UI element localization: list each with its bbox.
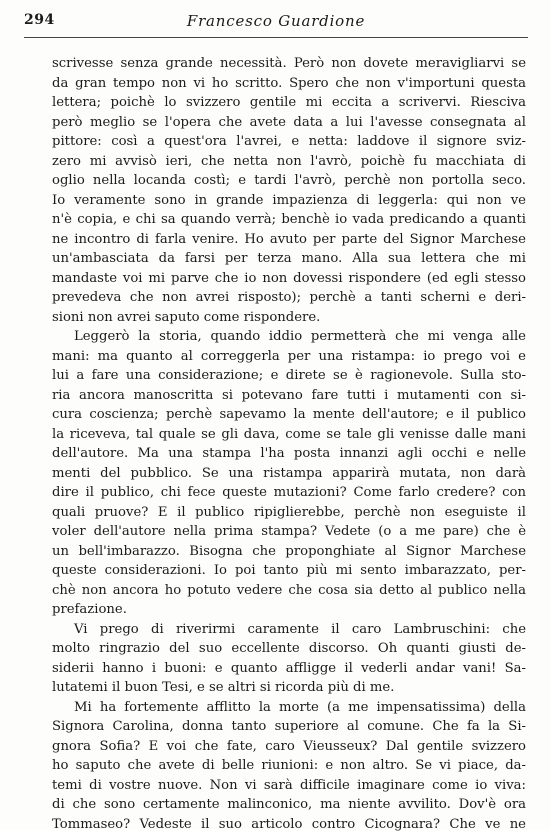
text-line: Mi ha fortemente afflitto la morte (a me impensatissima) della (52, 698, 526, 718)
text-line: sioni non avrei saputo come rispondere. (52, 308, 526, 328)
text-line: queste considerazioni. Io poi tanto più mi sento imbarazzato, per- (52, 561, 526, 581)
text-line: mani: ma quanto al correggerla per una ristampa: io prego voi e (52, 347, 526, 367)
text-line: da gran tempo non vi ho scritto. Spero che non v'importuni questa (52, 74, 526, 94)
text-line: la riceveva, tal quale se gli dava, come se tale gli venisse dalle mani (52, 425, 526, 445)
text-line: lui a fare una considerazione; e direte se è ragionevole. Sulla sto- (52, 366, 526, 386)
text-line: siderii hanno i buoni: e quanto affligge il vederli andar vani! Sa- (52, 659, 526, 679)
text-line: Leggerò la storia, quando iddio permetterà che mi venga alle (52, 327, 526, 347)
header-rule (24, 37, 528, 38)
text-line: dire il publico, chi fece queste mutazioni? Come farlo credere? con (52, 483, 526, 503)
text-line: cura coscienza; perchè sapevamo la mente dell'autore; e il publico (52, 405, 526, 425)
text-line: voler dell'autore nella prima stampa? Vedete (o a me pare) che è (52, 522, 526, 542)
text-line: lutatemi il buon Tesi, e se altri si ricorda più di me. (52, 678, 526, 698)
text-line: scrivesse senza grande necessità. Però non dovete meravigliarvi se (52, 54, 526, 74)
text-line: n'è copia, e chi sa quando verrà; benchè io vada predicando a quanti (52, 210, 526, 230)
text-line: quali pruove? E il publico ripiglierebbe, perchè non eseguiste il (52, 503, 526, 523)
text-line: oglio nella locanda costì; e tardi l'avrò, perchè non portolla seco. (52, 171, 526, 191)
text-line: di che sono certamente malinconico, ma niente avvilito. Dov'è ora (52, 795, 526, 815)
text-line: dell'autore. Ma una stampa l'ha posta innanzi agli occhi e nelle (52, 444, 526, 464)
letter-body (52, 54, 526, 834)
text-line: ne incontro di farla venire. Ho avuto per parte del Signor Marchese (52, 230, 526, 250)
text-line: mandaste voi mi parve che io non dovessi rispondere (ed egli stesso (52, 269, 526, 289)
text-line: però meglio se l'opera che avete data a lui l'avesse consegnata al (52, 113, 526, 133)
text-line: pittore: così a quest'ora l'avrei, e netta: laddove il signore sviz- (52, 132, 526, 152)
page-header (24, 12, 528, 34)
text-line: chè non ancora ho potuto vedere che cosa sia detto al publico nella (52, 581, 526, 601)
text-line: prevedeva che non avrei risposto); perchè a tanti scherni e deri- (52, 288, 526, 308)
text-line: prefazione. (52, 600, 526, 620)
page-number: 294 (24, 12, 55, 28)
text-line: ho saputo che avete di belle riunioni: e non altro. Se vi piace, da- (52, 756, 526, 776)
text-line: lettera; poichè lo svizzero gentile mi eccita a scrivervi. Riesciva (52, 93, 526, 113)
text-line: un bell'imbarazzo. Bisogna che proponghiate al Signor Marchese (52, 542, 526, 562)
text-line: un'ambasciata da farsi per terza mano. Alla sua lettera che mi (52, 249, 526, 269)
text-line: ria ancora manoscritta si potevano fare tutti i mutamenti con si- (52, 386, 526, 406)
text-line: Vi prego di riverirmi caramente il caro Lambruschini: che (52, 620, 526, 640)
text-line: molto ringrazio del suo eccellente discorso. Oh quanti giusti de- (52, 639, 526, 659)
text-line: Tommaseo? Vedeste il suo articolo contro Cicognara? Che ve ne (52, 815, 526, 834)
text-line: temi di vostre nuove. Non vi sarà difficile imaginare come io viva: (52, 776, 526, 796)
running-head: Francesco Guardione (24, 12, 528, 30)
text-line: Signora Carolina, donna tanto superiore al comune. Che fa la Si- (52, 717, 526, 737)
text-line: zero mi avvisò ieri, che netta non l'avrò, poichè fu macchiata di (52, 152, 526, 172)
text-line: Io veramente sono in grande impazienza di leggerla: qui non ve (52, 191, 526, 211)
text-line: menti del pubblico. Se una ristampa apparirà mutata, non darà (52, 464, 526, 484)
text-line: gnora Sofia? E voi che fate, caro Vieusseux? Dal gentile svizzero (52, 737, 526, 757)
